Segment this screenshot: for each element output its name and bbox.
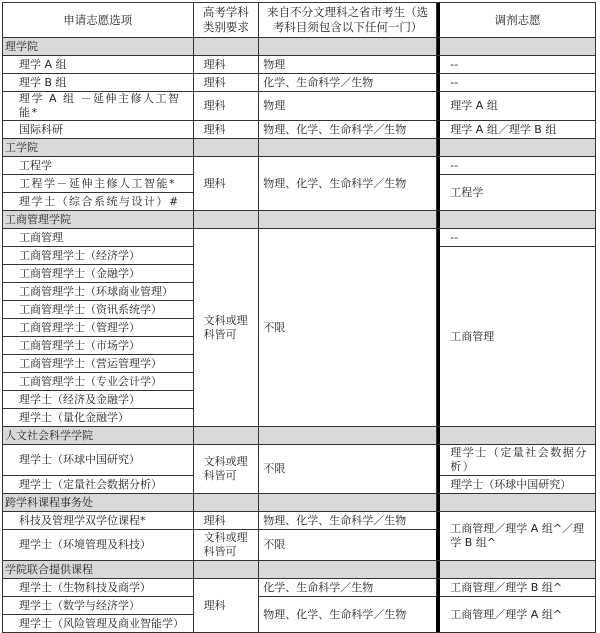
program-name: 理学 A 组 －延伸主修人工智能* (3, 92, 194, 121)
table-row (3, 157, 596, 175)
elective-subjects: 物理、化学、生命科学／生物 (259, 157, 437, 211)
section-header-science (3, 38, 596, 56)
section-title: 工商管理学院 (3, 211, 194, 229)
alternate-choice: 理学 A 组 (440, 92, 596, 121)
alternate-choice: -- (440, 229, 596, 247)
table-row (3, 597, 596, 615)
alternate-choice: 工商管理 (440, 247, 596, 427)
alternate-choice: 工商管理／理学 A 组^／理学 B 组^ (440, 512, 596, 561)
section-title: 人文社会科学学院 (3, 427, 194, 445)
program-name: 工商管理学士（经济学） (3, 247, 194, 265)
elective-subjects: 不限 (259, 229, 437, 427)
header-subject-category-requirement: 高考学科类别要求 (193, 3, 259, 38)
program-name: 理学士（生物科技及商学） (3, 579, 194, 597)
section-title: 学院联合提供课程 (3, 561, 194, 579)
program-name: 工商管理 (3, 229, 194, 247)
section-header-humanities (3, 427, 596, 445)
elective-subjects: 化学、生命科学／生物 (259, 579, 437, 597)
program-name: 国际科研 (3, 121, 194, 139)
program-name: 理学士（量化金融学） (3, 409, 194, 427)
admission-options-table (2, 2, 596, 633)
alternate-choice: -- (440, 157, 596, 175)
program-name: 工程学 (3, 157, 194, 175)
program-name: 理学 A 组 (3, 56, 194, 74)
elective-subjects: 化学、生命科学／生物 (259, 74, 437, 92)
program-name: 工商管理学士（营运管理学） (3, 355, 194, 373)
table-row (3, 579, 596, 597)
alternate-choice: 工商管理／理学 A 组^ (440, 597, 596, 633)
alternate-choice: 理学士（环球中国研究） (440, 476, 596, 494)
section-title: 跨学科课程事务处 (3, 494, 194, 512)
table-row (3, 56, 596, 74)
alternate-choice: 工程学 (440, 175, 596, 211)
program-name: 科技及管理学双学位课程* (3, 512, 194, 530)
program-name: 理学士（定量社会数据分析） (3, 476, 194, 494)
section-title: 理学院 (3, 38, 194, 56)
alternate-choice: 工商管理／理学 B 组^ (440, 579, 596, 597)
table-row (3, 121, 596, 139)
subject-requirement: 理科 (193, 579, 259, 633)
elective-subjects: 物理 (259, 92, 437, 121)
section-header-joint-programs (3, 561, 596, 579)
subject-requirement: 文科或理科皆可 (193, 530, 259, 561)
alternate-choice: 理学士（定量社会数据分析） (440, 445, 596, 476)
alternate-choice: 理学 A 组／理学 B 组 (440, 121, 596, 139)
alternate-choice: -- (440, 74, 596, 92)
subject-requirement: 理科 (193, 74, 259, 92)
table-row (3, 74, 596, 92)
table-row (3, 229, 596, 247)
table-row (3, 512, 596, 530)
subject-requirement: 文科或理科皆可 (193, 229, 259, 427)
program-name: 理学士（综合系统与设计）# (3, 193, 194, 211)
subject-requirement: 文科或理科皆可 (193, 445, 259, 494)
program-name: 理学士（经济及金融学） (3, 391, 194, 409)
elective-subjects: 物理、化学、生命科学／生物 (259, 121, 437, 139)
elective-subjects: 物理、化学、生命科学／生物 (259, 597, 437, 633)
table-row (3, 445, 596, 476)
program-name: 工商管理学士（资讯系统学） (3, 301, 194, 319)
program-name: 理学士（环境管理及科技） (3, 530, 194, 561)
program-name: 理学士（环球中国研究） (3, 445, 194, 476)
elective-subjects: 不限 (259, 530, 437, 561)
section-title: 工学院 (3, 139, 194, 157)
header-program-options: 申请志愿选项 (3, 3, 194, 38)
program-name: 工商管理学士（金融学） (3, 265, 194, 283)
program-name: 工商管理学士（专业会计学） (3, 373, 194, 391)
table-header-row (3, 3, 596, 38)
header-alternate-choice: 调剂志愿 (440, 3, 596, 38)
table-row (3, 92, 596, 121)
section-header-engineering (3, 139, 596, 157)
elective-subjects: 物理、化学、生命科学／生物 (259, 512, 437, 530)
header-elective-subjects: 来自不分文理科之省市考生（选考科目须包含以下任何一门） (259, 3, 437, 38)
section-header-interdisciplinary (3, 494, 596, 512)
program-name: 理学 B 组 (3, 74, 194, 92)
program-name: 工商管理学士（管理学） (3, 319, 194, 337)
elective-subjects: 不限 (259, 445, 437, 494)
alternate-choice: -- (440, 56, 596, 74)
subject-requirement: 理科 (193, 512, 259, 530)
elective-subjects: 物理 (259, 56, 437, 74)
program-name: 工商管理学士（环球商业管理） (3, 283, 194, 301)
program-name: 工商管理学士（市场学） (3, 337, 194, 355)
subject-requirement: 理科 (193, 92, 259, 121)
section-header-business (3, 211, 596, 229)
subject-requirement: 理科 (193, 157, 259, 211)
program-name: 理学士（风险管理及商业智能学） (3, 615, 194, 633)
subject-requirement: 理科 (193, 56, 259, 74)
program-name: 理学士（数学与经济学） (3, 597, 194, 615)
subject-requirement: 理科 (193, 121, 259, 139)
program-name: 工程学－延伸主修人工智能* (3, 175, 194, 193)
